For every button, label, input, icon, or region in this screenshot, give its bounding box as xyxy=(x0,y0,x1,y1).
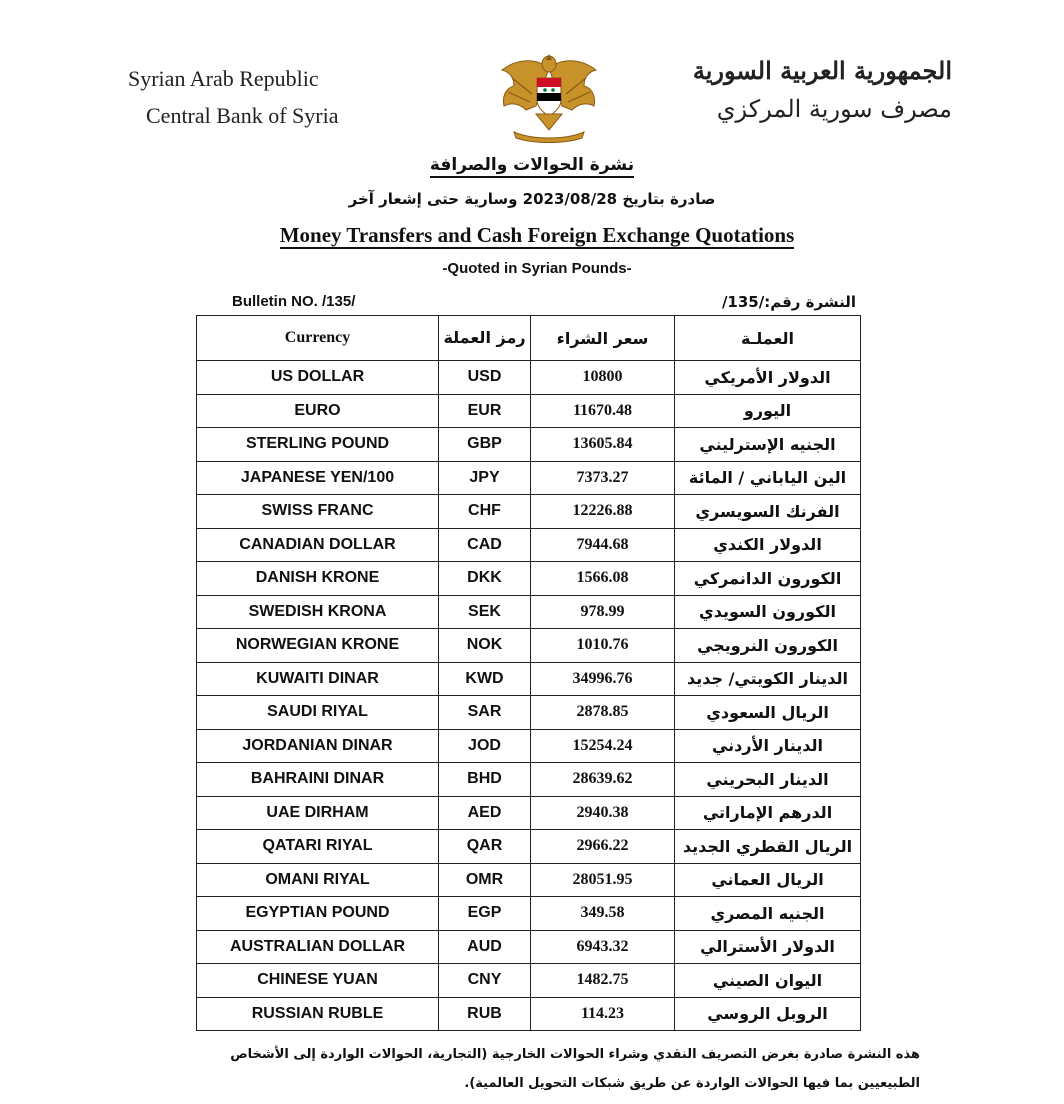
currency-code-cell: RUB xyxy=(439,997,531,1031)
currency-arabic-name-cell: الدينار البحريني xyxy=(675,763,861,797)
buy-price-cell: 7944.68 xyxy=(531,528,675,562)
currency-arabic-name-cell: الريال العماني xyxy=(675,863,861,897)
english-header xyxy=(128,60,378,134)
currency-code-cell: QAR xyxy=(439,830,531,864)
buy-price-cell: 13605.84 xyxy=(531,428,675,462)
currency-arabic-name-cell: الجنيه الإسترليني xyxy=(675,428,861,462)
table-row xyxy=(197,495,861,529)
table-row xyxy=(197,595,861,629)
currency-name-cell: OMANI RIYAL xyxy=(197,863,439,897)
currency-code-cell: KWD xyxy=(439,662,531,696)
currency-code-cell: EUR xyxy=(439,394,531,428)
currency-name-cell: US DOLLAR xyxy=(197,361,439,395)
currency-arabic-name-cell: الكورون النرويجي xyxy=(675,629,861,663)
table-row xyxy=(197,428,861,462)
quoted-in-subtitle: -Quoted in Syrian Pounds- xyxy=(442,260,632,277)
table-header-row xyxy=(197,316,861,361)
bulletin-number-en: Bulletin NO. /135/ xyxy=(232,293,356,310)
buy-price-cell: 34996.76 xyxy=(531,662,675,696)
english-header-bank: Central Bank of Syria xyxy=(146,103,339,128)
buy-price-cell: 1566.08 xyxy=(531,562,675,596)
currency-name-cell: SWEDISH KRONA xyxy=(197,595,439,629)
buy-price-cell: 1010.76 xyxy=(531,629,675,663)
arabic-header xyxy=(692,52,952,128)
footer-note-line2: الطبيعيين بما فيها الحوالات الواردة عن طريق شبكات التحويل العالمية). xyxy=(464,1076,920,1091)
buy-price-cell: 2966.22 xyxy=(531,830,675,864)
arabic-title-text: نشرة الحوالات والصرافة xyxy=(430,155,634,178)
table-row xyxy=(197,763,861,797)
buy-price-cell: 1482.75 xyxy=(531,964,675,998)
currency-name-cell: EGYPTIAN POUND xyxy=(197,897,439,931)
table-row xyxy=(197,696,861,730)
buy-price-cell: 349.58 xyxy=(531,897,675,931)
buy-price-cell: 10800 xyxy=(531,361,675,395)
currency-arabic-name-cell: الكورون الدانمركي xyxy=(675,562,861,596)
currency-name-cell: EURO xyxy=(197,394,439,428)
currency-name-cell: RUSSIAN RUBLE xyxy=(197,997,439,1031)
buy-price-cell: 7373.27 xyxy=(531,461,675,495)
buy-price-cell: 114.23 xyxy=(531,997,675,1031)
buy-price-cell: 12226.88 xyxy=(531,495,675,529)
currency-name-cell: BAHRAINI DINAR xyxy=(197,763,439,797)
currency-code-cell: GBP xyxy=(439,428,531,462)
syrian-eagle-emblem-icon xyxy=(496,48,602,144)
english-title-text: Money Transfers and Cash Foreign Exchange Quotations xyxy=(279,223,795,247)
buy-price-cell: 11670.48 xyxy=(531,394,675,428)
currency-name-cell: QATARI RIYAL xyxy=(197,830,439,864)
currency-arabic-name-cell: الدينار الأردني xyxy=(675,729,861,763)
currency-code-cell: CNY xyxy=(439,964,531,998)
table-row xyxy=(197,662,861,696)
header-currency: Currency xyxy=(197,316,439,361)
table-body xyxy=(197,361,861,1031)
arabic-header-bank: مصرف سورية المركزي xyxy=(716,95,952,123)
footer-note-line1: هذه النشرة صادرة بغرض التصريف النقدي وشراء الحوالات الخارجية (التجارية، الحوالات الواردة إلى الأشخاص xyxy=(230,1047,920,1062)
english-header-country: Syrian Arab Republic xyxy=(128,66,319,91)
currency-code-cell: BHD xyxy=(439,763,531,797)
footer-note xyxy=(160,1040,920,1098)
buy-price-cell: 28051.95 xyxy=(531,863,675,897)
currency-arabic-name-cell: اليورو xyxy=(675,394,861,428)
table-row xyxy=(197,930,861,964)
currency-arabic-name-cell: الروبل الروسي xyxy=(675,997,861,1031)
table-row xyxy=(197,361,861,395)
currency-name-cell: SAUDI RIYAL xyxy=(197,696,439,730)
table-row xyxy=(197,461,861,495)
table-row xyxy=(197,729,861,763)
table-row xyxy=(197,562,861,596)
buy-price-cell: 2940.38 xyxy=(531,796,675,830)
table-row xyxy=(197,964,861,998)
currency-arabic-name-cell: الريال السعودي xyxy=(675,696,861,730)
bulletin-number-ar: النشرة رقم:/135/ xyxy=(721,293,856,311)
table-row xyxy=(197,830,861,864)
currency-code-cell: CHF xyxy=(439,495,531,529)
currency-name-cell: JORDANIAN DINAR xyxy=(197,729,439,763)
header-currency-code: رمز العملة xyxy=(439,316,531,361)
table-row xyxy=(197,897,861,931)
currency-name-cell: STERLING POUND xyxy=(197,428,439,462)
currency-code-cell: EGP xyxy=(439,897,531,931)
currency-name-cell: AUSTRALIAN DOLLAR xyxy=(197,930,439,964)
currency-code-cell: DKK xyxy=(439,562,531,596)
table-row xyxy=(197,629,861,663)
currency-name-cell: JAPANESE YEN/100 xyxy=(197,461,439,495)
currency-name-cell: DANISH KRONE xyxy=(197,562,439,596)
exchange-rates-table xyxy=(196,315,861,1031)
currency-arabic-name-cell: الدرهم الإماراتي xyxy=(675,796,861,830)
currency-code-cell: SAR xyxy=(439,696,531,730)
currency-name-cell: SWISS FRANC xyxy=(197,495,439,529)
currency-arabic-name-cell: الين الياباني / المائة xyxy=(675,461,861,495)
currency-code-cell: JPY xyxy=(439,461,531,495)
table-row xyxy=(197,863,861,897)
currency-code-cell: SEK xyxy=(439,595,531,629)
currency-code-cell: OMR xyxy=(439,863,531,897)
buy-price-cell: 978.99 xyxy=(531,595,675,629)
arabic-header-country: الجمهورية العربية السورية xyxy=(692,56,952,85)
currency-name-cell: NORWEGIAN KRONE xyxy=(197,629,439,663)
arabic-title xyxy=(0,155,1064,175)
currency-arabic-name-cell: الدولار الأسترالي xyxy=(675,930,861,964)
table-row xyxy=(197,394,861,428)
currency-name-cell: CANADIAN DOLLAR xyxy=(197,528,439,562)
header-buy-price: سعر الشراء xyxy=(531,316,675,361)
currency-code-cell: CAD xyxy=(439,528,531,562)
buy-price-cell: 6943.32 xyxy=(531,930,675,964)
table-row xyxy=(197,796,861,830)
currency-arabic-name-cell: الدينار الكويتي/ جديد xyxy=(675,662,861,696)
table-row xyxy=(197,528,861,562)
currency-arabic-name-cell: الكورون السويدي xyxy=(675,595,861,629)
currency-code-cell: JOD xyxy=(439,729,531,763)
currency-code-cell: NOK xyxy=(439,629,531,663)
currency-name-cell: CHINESE YUAN xyxy=(197,964,439,998)
buy-price-cell: 2878.85 xyxy=(531,696,675,730)
buy-price-cell: 15254.24 xyxy=(531,729,675,763)
buy-price-cell: 28639.62 xyxy=(531,763,675,797)
currency-arabic-name-cell: الدولار الأمريكي xyxy=(675,361,861,395)
currency-arabic-name-cell: الدولار الكندي xyxy=(675,528,861,562)
currency-code-cell: AUD xyxy=(439,930,531,964)
currency-code-cell: USD xyxy=(439,361,531,395)
currency-arabic-name-cell: الريال القطري الجديد xyxy=(675,830,861,864)
currency-arabic-name-cell: الجنيه المصري xyxy=(675,897,861,931)
currency-arabic-name-cell: اليوان الصيني xyxy=(675,964,861,998)
issue-date-line: صادرة بتاريخ 2023/08/28 وسارية حتى إشعار آخر xyxy=(348,190,716,208)
header-currency-arabic: العملـة xyxy=(675,316,861,361)
currency-code-cell: AED xyxy=(439,796,531,830)
currency-name-cell: KUWAITI DINAR xyxy=(197,662,439,696)
english-title xyxy=(0,223,1064,248)
currency-name-cell: UAE DIRHAM xyxy=(197,796,439,830)
currency-arabic-name-cell: الفرنك السويسري xyxy=(675,495,861,529)
table-row xyxy=(197,997,861,1031)
